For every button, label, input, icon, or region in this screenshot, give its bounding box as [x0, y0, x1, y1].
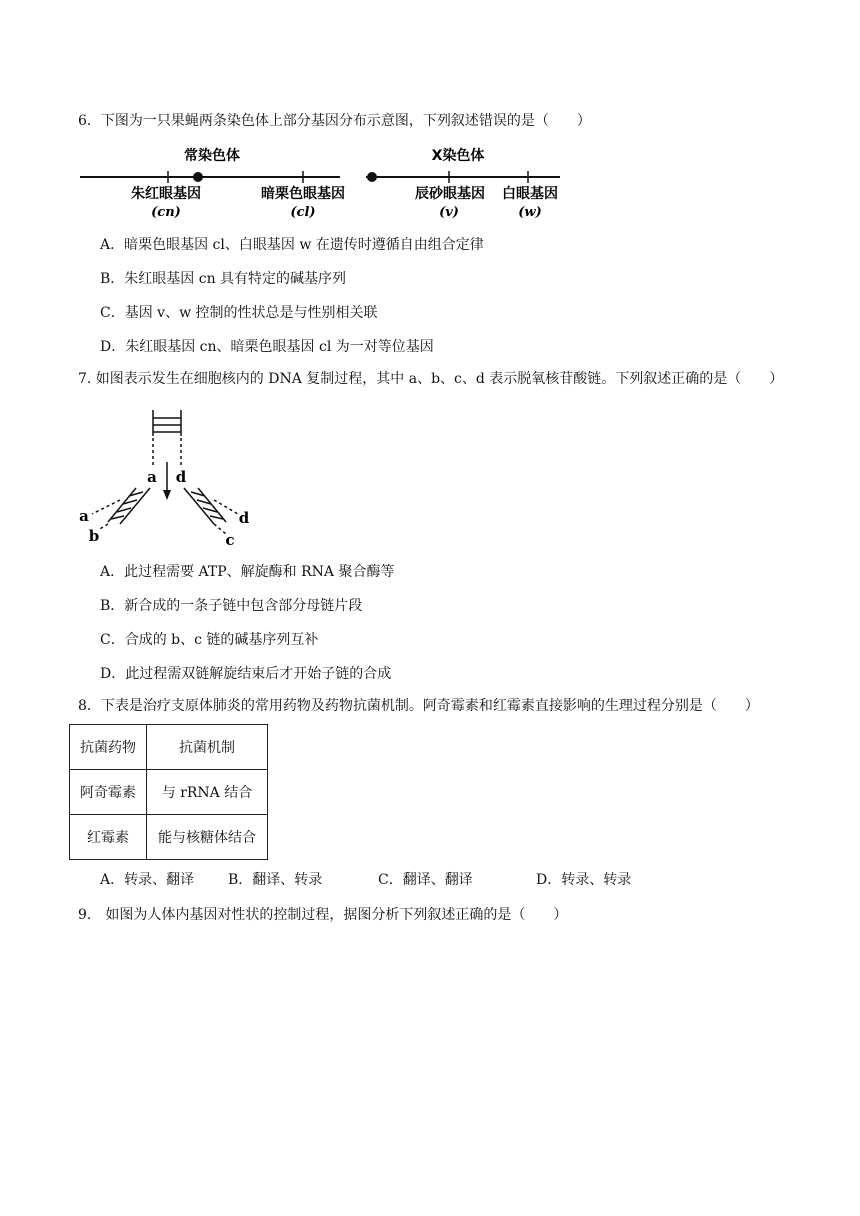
q8-option-a: A．转录、翻译 [100, 872, 195, 888]
q7-option-c: C．合成的 b、c 链的碱基序列互补 [100, 632, 319, 648]
gene-w-label: 白眼基因 [502, 186, 558, 202]
strand-label-b: b [88, 527, 100, 545]
table-cell: 红霉素 [70, 815, 147, 860]
table-header-row [70, 725, 268, 770]
table-header-drug: 抗菌药物 [70, 725, 147, 770]
q8-option-d: D．转录、转录 [536, 872, 632, 888]
table-cell: 阿奇霉素 [70, 770, 147, 815]
gene-cn-label: 朱红眼基因 [131, 186, 201, 202]
q6-option-b: B．朱红眼基因 cn 具有特定的碱基序列 [100, 271, 347, 287]
autosome-centromere [193, 172, 203, 182]
gene-v-symbol: (v) [439, 205, 459, 220]
q6-option-d: D．朱红眼基因 cn、暗栗色眼基因 cl 为一对等位基因 [100, 339, 434, 355]
gene-w-symbol: (w) [518, 205, 542, 220]
table-cell: 能与核糖体结合 [147, 815, 268, 860]
gene-cl-label: 暗栗色眼基因 [261, 186, 345, 202]
strand-label-c: c [225, 531, 235, 549]
gene-cl-symbol: (cl) [290, 205, 316, 220]
question-9-stem: 9． 如图为人体内基因对性状的控制过程，据图分析下列叙述正确的是（ ） [78, 907, 568, 923]
strand-label-a: a [79, 507, 89, 525]
q7-option-a: A．此过程需要 ATP、解旋酶和 RNA 聚合酶等 [100, 564, 395, 580]
question-8-stem: 8．下表是治疗支原体肺炎的常用药物及药物抗菌机制。阿奇霉素和红霉素直接影响的生理过程分别是（ ） [78, 698, 759, 714]
q8-option-c: C．翻译、翻译 [378, 872, 473, 888]
q6-option-c: C．基因 v、w 控制的性状总是与性别相关联 [100, 305, 378, 321]
gene-v-label: 辰砂眼基因 [415, 186, 485, 202]
strand-label-a-top: a [147, 468, 157, 486]
gene-cn-symbol: (cn) [151, 205, 181, 220]
question-7-stem: 7. 如图表示发生在细胞核内的 DNA 复制过程，其中 a、b、c、d 表示脱氧核苷酸链。下列叙述正确的是（ ） [78, 371, 784, 387]
x-chromosome-centromere [367, 172, 377, 182]
strand-label-d: d [238, 509, 250, 527]
autosome-title: 常染色体 [184, 148, 240, 164]
strand-label-d-top: d [175, 468, 187, 486]
dna-replication-diagram [0, 400, 860, 550]
table-row [70, 815, 268, 860]
table-row [70, 770, 268, 815]
drug-mechanism-table [69, 724, 268, 860]
table-cell: 与 rRNA 结合 [147, 770, 268, 815]
x-chromosome-title: X染色体 [431, 148, 485, 164]
q7-option-d: D．此过程需双链解旋结束后才开始子链的合成 [100, 666, 392, 682]
chromosome-gene-diagram [0, 138, 860, 228]
table-header-mechanism: 抗菌机制 [147, 725, 268, 770]
q6-option-a: A．暗栗色眼基因 cl、白眼基因 w 在遗传时遵循自由组合定律 [100, 237, 484, 253]
q7-option-b: B．新合成的一条子链中包含部分母链片段 [100, 598, 363, 614]
q8-option-b: B．翻译、转录 [228, 872, 323, 888]
question-6-stem: 6．下图为一只果蝇两条染色体上部分基因分布示意图，下列叙述错误的是（ ） [78, 113, 591, 129]
